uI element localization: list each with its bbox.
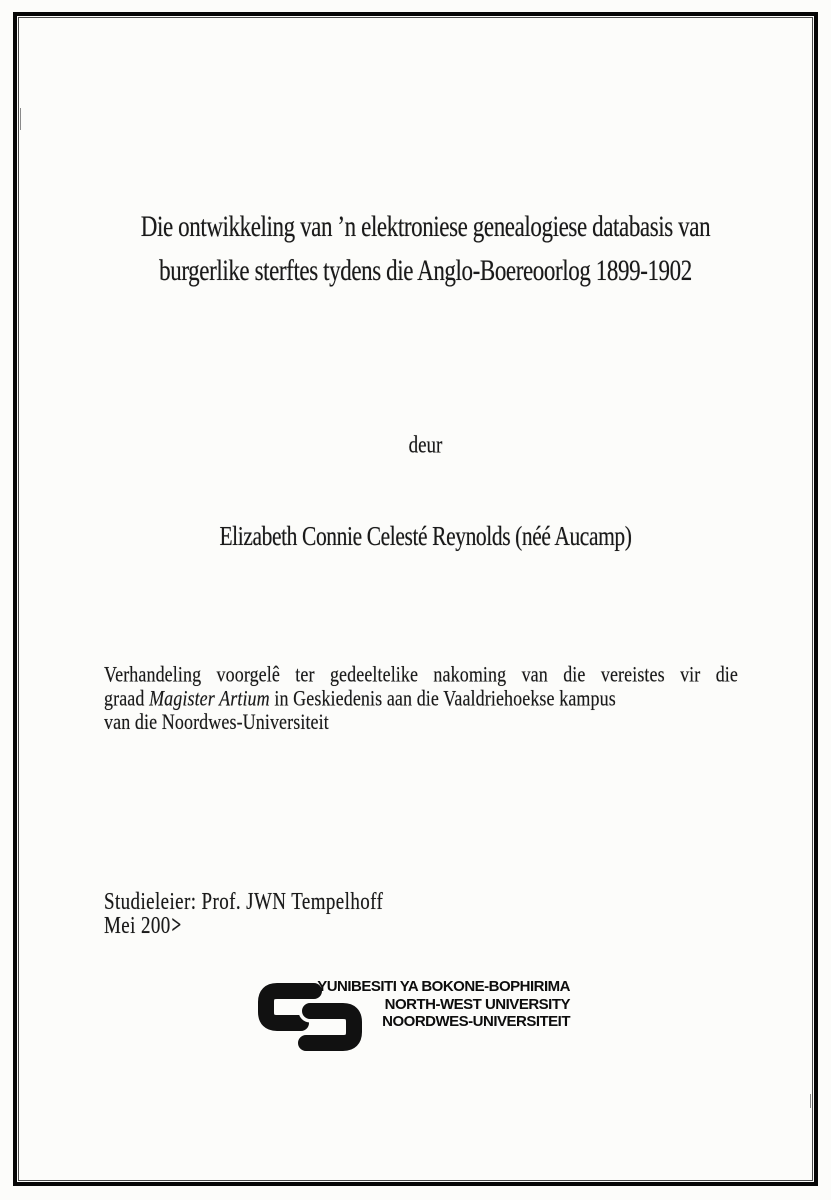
- statement-line2: [104, 687, 738, 711]
- byline-label: deur: [408, 431, 443, 459]
- statement-line3: van die Noordwes-Universiteit: [104, 709, 329, 735]
- date-prefix: Mei 200: [104, 912, 171, 939]
- submission-statement: [104, 663, 738, 735]
- supervisor-block: [104, 890, 383, 938]
- thesis-title-line1: Die ontwikkeling van ’n elektroniese genealogiese databasis van: [140, 210, 711, 243]
- statement-degree-name: Magister Artium: [149, 685, 270, 711]
- scan-speck: [20, 108, 21, 130]
- supervisor-line: Studieleier: Prof. JWN Tempelhoff: [104, 889, 384, 916]
- author-name: Elizabeth Connie Celesté Reynolds (néé Aucamp): [219, 520, 632, 552]
- statement-line2-post: in Geskiedenis aan die Vaaldriehoekse kampus: [269, 685, 616, 711]
- date-last-digit-glyph: >: [171, 912, 182, 940]
- university-logo: [257, 978, 570, 1056]
- thesis-title-line2: burgerlike sterftes tydens die Anglo-Boereoorlog 1899-1902: [159, 254, 692, 287]
- logo-text-line2: NORTH-WEST UNIVERSITY: [384, 995, 570, 1013]
- statement-line2-pre: graad: [104, 685, 150, 711]
- thesis-title: [20, 205, 831, 293]
- scan-speck: [810, 1094, 811, 1108]
- date-line: [104, 914, 383, 938]
- statement-line1: Verhandeling voorgelê ter gedeeltelike nakoming van die vereistes vir die: [104, 661, 738, 687]
- logo-text-line3: NOORDWES-UNIVERSITEIT: [382, 1013, 570, 1030]
- logo-text-line1: YUNIBESITI YA BOKONE-BOPHIRIMA: [317, 978, 570, 995]
- university-logo-text: [317, 978, 570, 1031]
